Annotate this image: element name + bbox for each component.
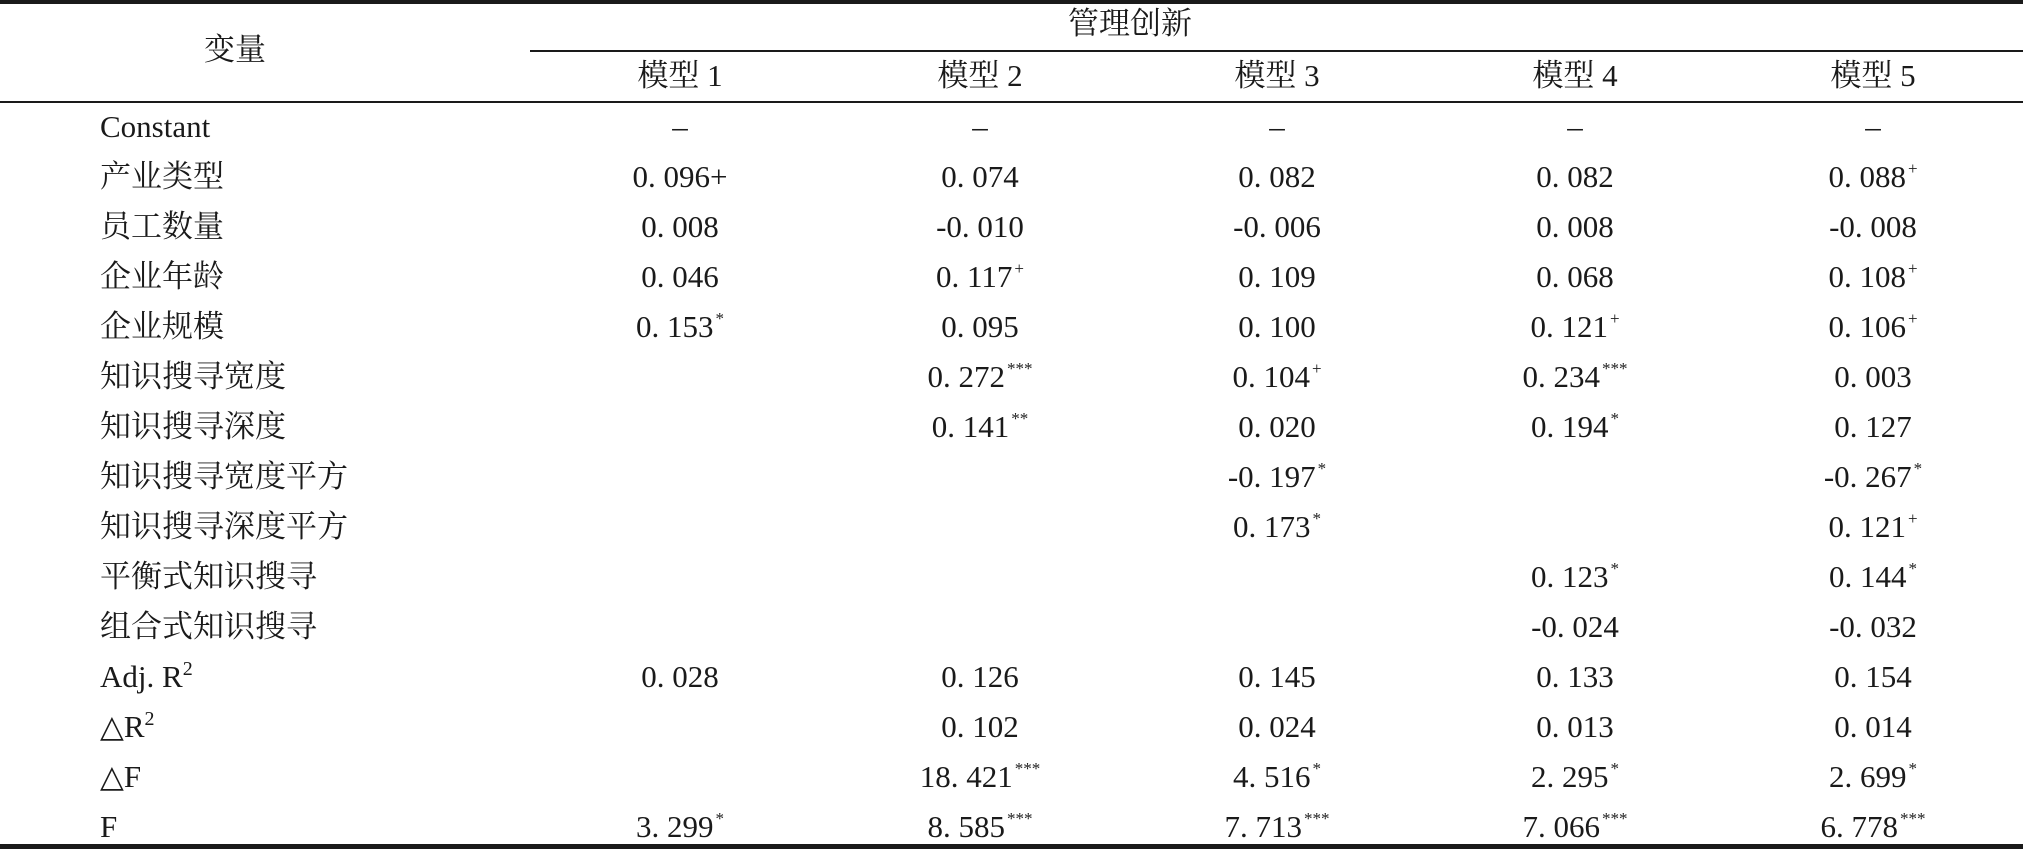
table-cell: [1167, 407, 1387, 447]
table-cell: [1763, 157, 1983, 197]
row-label: [100, 507, 348, 547]
significance-marker: *: [715, 309, 724, 328]
row-label: [100, 157, 224, 197]
cell-value: 0. 144: [1829, 559, 1907, 594]
cell-value: 0. 013: [1536, 709, 1614, 744]
significance-marker: *: [1610, 759, 1619, 778]
cell-value: 0. 014: [1834, 709, 1912, 744]
cell-value: 0. 194: [1531, 409, 1609, 444]
table-cell: [870, 157, 1090, 197]
table-cell: [1763, 357, 1983, 397]
table-cell: [1465, 707, 1685, 747]
table-cell: [1465, 357, 1685, 397]
cell-value: –: [1269, 109, 1285, 144]
cell-value: 0. 141: [931, 409, 1010, 444]
cell-value: 0. 003: [1834, 359, 1912, 394]
cell-value: 0. 173: [1233, 509, 1311, 544]
model-header-1: 模型 1: [637, 58, 723, 93]
header-bottom-rule: [0, 101, 2023, 103]
row-label: [100, 657, 193, 697]
table-cell: [1465, 757, 1685, 797]
table-cell: [1763, 307, 1983, 347]
table-cell: [1167, 357, 1387, 397]
table-cell: [1167, 307, 1387, 347]
table-cell: [1763, 807, 1983, 847]
significance-marker: +: [1609, 309, 1620, 328]
significance-marker: +: [1014, 259, 1024, 278]
cell-value: 0. 109: [1238, 259, 1316, 294]
cell-value: 0. 082: [1536, 159, 1614, 194]
cell-value: 0. 068: [1536, 259, 1614, 294]
significance-marker: +: [1907, 159, 1918, 178]
table-cell: [1763, 657, 1983, 697]
row-label-text: 员工数量: [100, 209, 224, 244]
significance-marker: ***: [1900, 809, 1926, 828]
table-cell: [570, 807, 790, 847]
table-cell: [1167, 807, 1387, 847]
cell-value: 0. 008: [1536, 209, 1614, 244]
row-label-text: 知识搜寻宽度平方: [100, 459, 348, 494]
cell-value: 4. 516: [1233, 759, 1311, 794]
table-cell: [1763, 407, 1983, 447]
table-cell: [1763, 707, 1983, 747]
table-cell: [570, 307, 790, 347]
cell-value: 0. 028: [641, 659, 719, 694]
row-label-text: 企业规模: [100, 309, 224, 344]
cell-value: 0. 121: [1530, 309, 1608, 344]
cell-value: 0. 046: [641, 259, 719, 294]
cell-value: 0. 123: [1531, 559, 1609, 594]
table-cell: [1465, 157, 1685, 197]
table-cell: [870, 257, 1090, 297]
cell-value: 8. 585: [927, 809, 1005, 844]
row-label: [100, 807, 117, 847]
row-label-text: 知识搜寻深度平方: [100, 509, 348, 544]
significance-marker: *: [1908, 559, 1917, 578]
significance-marker: ***: [1014, 759, 1041, 778]
significance-marker: +: [1311, 359, 1322, 378]
row-label-text: △F: [100, 759, 142, 794]
table-cell: [1465, 107, 1685, 147]
significance-marker: ***: [1304, 809, 1330, 828]
table-cell: [1465, 557, 1685, 597]
significance-marker: *: [1908, 759, 1917, 778]
cell-value: 0. 272: [927, 359, 1005, 394]
table-cell: [870, 707, 1090, 747]
cell-value: 0. 133: [1536, 659, 1614, 694]
row-label-superscript: 2: [144, 708, 155, 730]
cell-value: 0. 154: [1834, 659, 1912, 694]
table-cell: [1763, 607, 1983, 647]
table-cell: [1167, 207, 1387, 247]
cell-value: 18. 421: [919, 759, 1013, 794]
table-cell: [1763, 257, 1983, 297]
table-cell: [870, 307, 1090, 347]
table-cell: [870, 357, 1090, 397]
cell-value: –: [672, 109, 688, 144]
row-label-text: 产业类型: [100, 159, 224, 194]
cell-value: -0. 010: [936, 209, 1024, 244]
table-cell: [1465, 407, 1685, 447]
row-label: [100, 307, 224, 347]
table-cell: [1167, 707, 1387, 747]
table-cell: [1763, 207, 1983, 247]
table-cell: [1167, 457, 1387, 497]
cell-value: 0. 095: [941, 309, 1019, 344]
cell-value: 7. 066: [1522, 809, 1600, 844]
table-cell: [1465, 307, 1685, 347]
significance-marker: +: [1907, 509, 1918, 528]
table-cell: [570, 157, 790, 197]
table-cell: [1763, 507, 1983, 547]
row-label-text: 知识搜寻深度: [100, 409, 286, 444]
cell-value: 0. 145: [1238, 659, 1316, 694]
table-cell: [1465, 207, 1685, 247]
significance-marker: *: [1317, 459, 1327, 478]
row-label: [100, 757, 141, 797]
table-cell: [870, 807, 1090, 847]
table-cell: [570, 207, 790, 247]
variable-column-header: 变量: [204, 32, 266, 67]
cell-value: 0. 153: [636, 309, 714, 344]
cell-value: 0. 117: [936, 259, 1013, 294]
significance-marker: *: [1312, 509, 1321, 528]
row-label-text: △R: [100, 709, 145, 744]
cell-value: 0. 008: [641, 209, 719, 244]
row-label-text: 企业年龄: [100, 259, 224, 294]
cell-value: –: [1567, 109, 1583, 144]
significance-marker: ***: [1602, 359, 1628, 378]
cell-value: -0. 006: [1233, 209, 1321, 244]
cell-value: -0. 032: [1829, 609, 1917, 644]
table-cell: [1167, 657, 1387, 697]
table-cell: [1167, 257, 1387, 297]
cell-value: 0. 234: [1522, 359, 1600, 394]
table-cell: [1465, 807, 1685, 847]
group-header: 管理创新: [1068, 6, 1192, 41]
cell-value: 0. 088: [1828, 159, 1906, 194]
row-label: [100, 707, 155, 747]
cell-value: 0. 082: [1238, 159, 1316, 194]
table-cell: [870, 657, 1090, 697]
table-cell: [1763, 557, 1983, 597]
cell-value: 0. 096+: [632, 159, 728, 194]
cell-value: -0. 197: [1227, 459, 1316, 494]
cell-value: -0. 008: [1829, 209, 1917, 244]
cell-value: –: [972, 109, 988, 144]
row-label-text: F: [100, 809, 118, 844]
row-label-text: 平衡式知识搜寻: [100, 559, 317, 594]
row-label-superscript: 2: [182, 658, 193, 680]
row-label-text: 组合式知识搜寻: [100, 609, 317, 644]
cell-value: 0. 020: [1238, 409, 1316, 444]
significance-marker: *: [1610, 559, 1619, 578]
table-cell: [570, 107, 790, 147]
row-label: [100, 557, 317, 597]
row-label-text: Constant: [100, 109, 211, 144]
model-header-5: 模型 5: [1830, 58, 1916, 93]
table-cell: [1465, 257, 1685, 297]
cell-value: 0. 126: [941, 659, 1019, 694]
significance-marker: ***: [1007, 359, 1033, 378]
model-header-4: 模型 4: [1532, 58, 1618, 93]
table-cell: [870, 757, 1090, 797]
row-label: [100, 407, 286, 447]
significance-marker: ***: [1007, 809, 1033, 828]
cell-value: 0. 121: [1828, 509, 1906, 544]
cell-value: 0. 024: [1238, 709, 1316, 744]
significance-marker: **: [1011, 409, 1029, 428]
table-cell: [570, 657, 790, 697]
significance-marker: *: [1610, 409, 1619, 428]
significance-marker: *: [1312, 759, 1321, 778]
cell-value: 0. 108: [1828, 259, 1906, 294]
row-label-text: 知识搜寻宽度: [100, 359, 286, 394]
table-cell: [1763, 457, 1983, 497]
table-cell: [1465, 607, 1685, 647]
table-cell: [870, 207, 1090, 247]
table-cell: [1763, 757, 1983, 797]
table-cell: [1167, 107, 1387, 147]
cell-value: -0. 267: [1823, 459, 1912, 494]
model-header-2: 模型 2: [937, 58, 1023, 93]
table-cell: [1167, 157, 1387, 197]
table-cell: [570, 257, 790, 297]
significance-marker: +: [1907, 259, 1918, 278]
table-cell: [870, 107, 1090, 147]
cell-value: 2. 295: [1531, 759, 1609, 794]
model-header-3: 模型 3: [1234, 58, 1320, 93]
row-label: [100, 607, 317, 647]
cell-value: 0. 127: [1834, 409, 1912, 444]
cell-value: –: [1865, 109, 1881, 144]
row-label-text: Adj. R: [100, 659, 183, 694]
table-cell: [1763, 107, 1983, 147]
cell-value: 0. 100: [1238, 309, 1316, 344]
row-label: [100, 357, 286, 397]
significance-marker: *: [715, 809, 724, 828]
cell-value: 7. 713: [1224, 809, 1302, 844]
group-underline: [530, 50, 2023, 52]
row-label: [100, 207, 224, 247]
cell-value: 6. 778: [1820, 809, 1898, 844]
cell-value: 0. 104: [1232, 359, 1310, 394]
table-cell: [1167, 507, 1387, 547]
table-cell: [870, 407, 1090, 447]
significance-marker: ***: [1602, 809, 1628, 828]
row-label: [100, 457, 348, 497]
cell-value: 3. 299: [636, 809, 714, 844]
row-label: [100, 257, 224, 297]
significance-marker: +: [1907, 309, 1918, 328]
cell-value: 0. 074: [941, 159, 1019, 194]
table-cell: [1167, 757, 1387, 797]
cell-value: -0. 024: [1531, 609, 1619, 644]
table-cell: [1465, 657, 1685, 697]
cell-value: 0. 102: [941, 709, 1019, 744]
cell-value: 2. 699: [1829, 759, 1907, 794]
cell-value: 0. 106: [1828, 309, 1906, 344]
significance-marker: *: [1913, 459, 1923, 478]
row-label: [100, 107, 210, 147]
